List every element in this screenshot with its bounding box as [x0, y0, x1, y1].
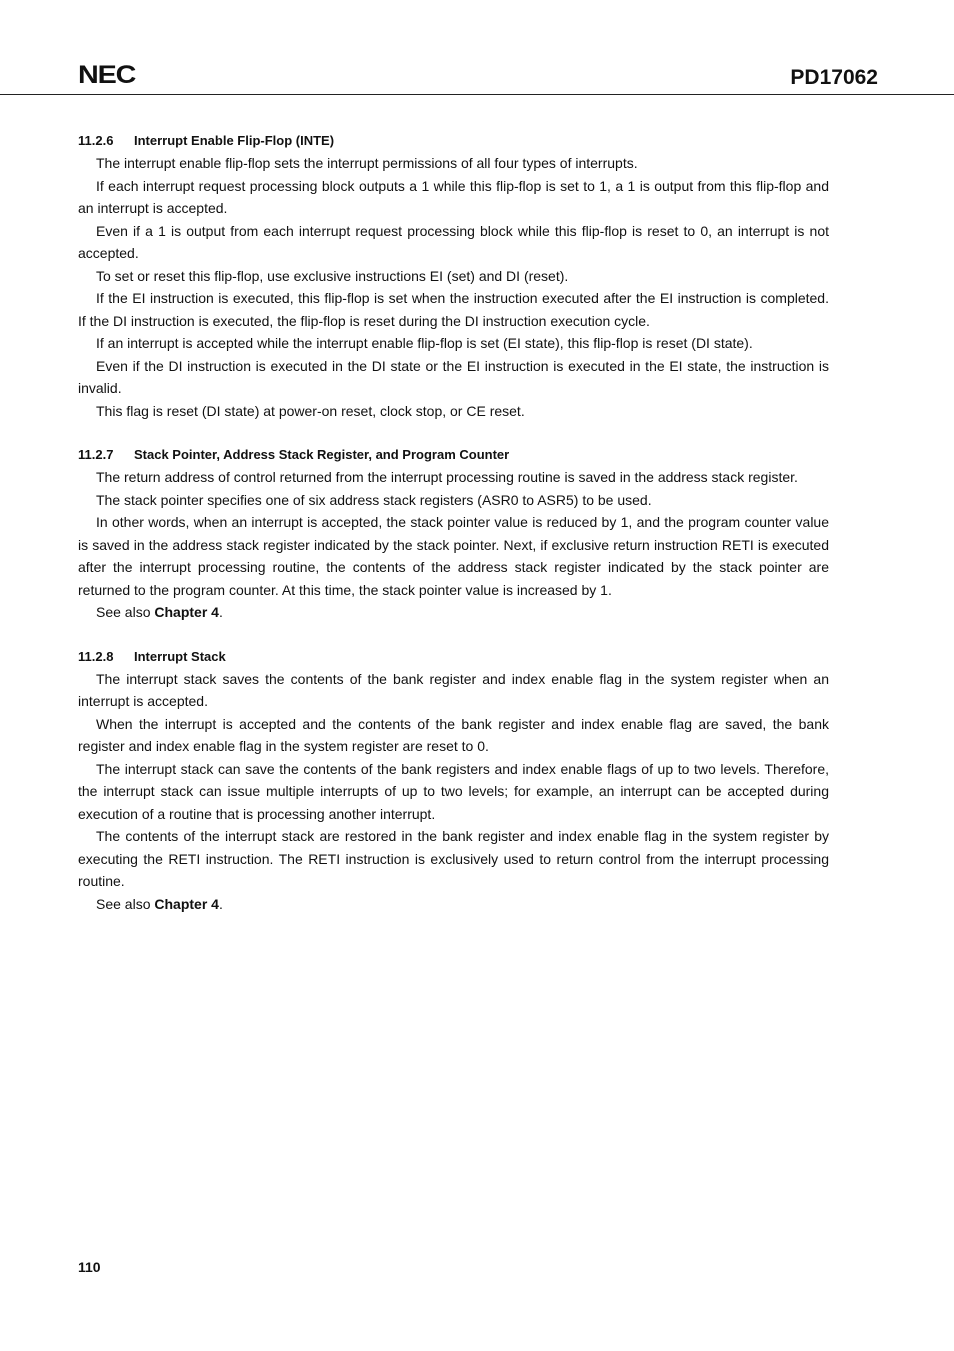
see-also-suffix: . [218, 604, 223, 620]
paragraph: The return address of control returned from the interrupt processing routine is saved in the address stack register. [96, 469, 798, 485]
paragraph: If the EI instruction is executed, this flip-flop is set when the instruction executed after the EI instruction is completed. If the DI instruction is executed, the flip-flop is reset during the DI instruction execution cycle. [78, 290, 829, 329]
see-also-reference [78, 893, 829, 916]
section-title: Interrupt Enable Flip-Flop (INTE) [134, 133, 335, 148]
paragraph: If an interrupt is accepted while the interrupt enable flip-flop is set (EI state), this flip-flop is reset (DI state). [96, 335, 753, 351]
section-number: 11.2.7 [78, 447, 114, 462]
section-heading [78, 444, 829, 466]
section-title: Stack Pointer, Address Stack Register, and Program Counter [134, 447, 510, 462]
chapter-reference: Chapter 4 [154, 604, 219, 620]
header-rule [0, 94, 954, 95]
section-heading [78, 646, 829, 668]
paragraph: When the interrupt is accepted and the contents of the bank register and index enable flag are saved, the bank register and index enable flag in the system register are reset to 0. [78, 715, 829, 754]
section-heading [78, 130, 829, 152]
paragraph: The interrupt enable flip-flop sets the interrupt permissions of all four types of interrupts. [96, 155, 638, 171]
see-also-prefix: See also [96, 895, 155, 912]
paragraph: Even if a 1 is output from each interrupt request processing block while this flip-flop is reset to 0, an interrupt is not accepted. [78, 222, 829, 261]
document-body [78, 130, 829, 937]
paragraph: This flag is reset (DI state) at power-on reset, clock stop, or CE reset. [96, 402, 525, 419]
nec-logo: NEC [78, 61, 136, 89]
section-title: Interrupt Stack [134, 648, 226, 664]
paragraph: In other words, when an interrupt is accepted, the stack pointer value is reduced by 1, and the program counter value is saved in the address stack register indicated by the stack pointer. Next, if exclusive return instruction RETI is executed after the interrupt processing routine, the contents of the address stack register indicated by the stack pointer are returned to the program counter. At this time, the stack pointer value is increased by 1. [78, 514, 829, 598]
see-also-prefix: See also [96, 604, 155, 620]
section-number: 11.2.6 [78, 133, 114, 148]
chapter-reference: Chapter 4 [154, 895, 219, 912]
page-header [0, 0, 954, 96]
section-11-2-8 [78, 646, 829, 916]
paragraph: If each interrupt request processing block outputs a 1 while this flip-flop is set to 1, a 1 is output from this flip-flop and an interrupt is accepted. [78, 177, 829, 216]
paragraph: To set or reset this flip-flop, use exclusive instructions EI (set) and DI (reset). [96, 267, 569, 284]
model-number: PD17062 [790, 66, 878, 89]
page-number: 110 [78, 1259, 101, 1275]
section-number: 11.2.8 [78, 648, 114, 664]
paragraph: The interrupt stack saves the contents of the bank register and index enable flag in the system register when an interrupt is accepted. [78, 670, 829, 709]
see-also-suffix: . [218, 895, 223, 912]
paragraph: Even if the DI instruction is executed in the DI state or the EI instruction is executed in the EI state, the instruction is invalid. [78, 357, 829, 396]
paragraph: The contents of the interrupt stack are restored in the bank register and index enable flag in the system register by executing the RETI instruction. The RETI instruction is exclusively used to return control from the interrupt processing routine. [78, 828, 829, 889]
paragraph: The stack pointer specifies one of six address stack registers (ASR0 to ASR5) to be used. [96, 491, 652, 508]
section-11-2-6 [78, 130, 829, 422]
paragraph: The interrupt stack can save the contents of the bank registers and index enable flags of up to two levels. Therefore, the interrupt stack can issue multiple interrupts of up to two levels; for example, an interrupt can be accepted during execution of a routine that is processing another interrupt. [78, 760, 829, 822]
see-also-reference [78, 601, 829, 624]
section-11-2-7 [78, 444, 829, 624]
